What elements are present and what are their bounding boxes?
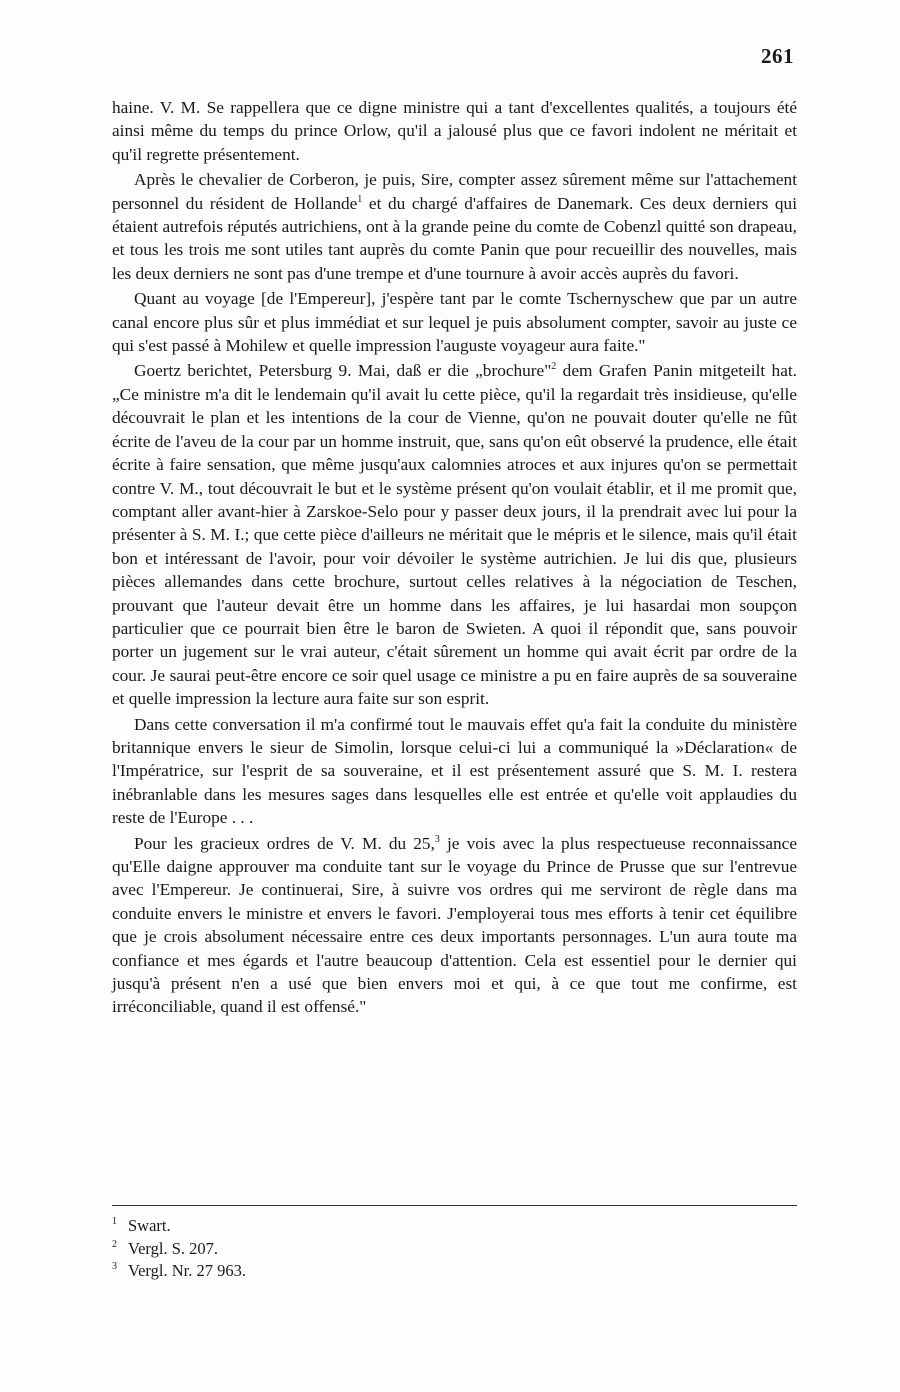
paragraph-text: Goertz berichtet, Petersburg 9. Mai, daß er die „brochure" [134,361,552,381]
footnote-divider [112,1205,797,1206]
paragraph-text: Quant au voyage [de l'Empereur], j'espère tant par le comte Tschernyschew que par un autre canal encore plus sûr et plus immédiat et sur lequel je puis absolument compter, savoir au juste ce qui s'est passé à Mohilew et quelle impression l'auguste voyageur aura faite." [112,289,797,356]
footnote: 3 Vergl. Nr. 27 963. [112,1261,246,1280]
paragraph-text: dem Grafen Panin mitgeteilt hat. „Ce ministre m'a dit le lendemain qu'il avait lu cette pièce, qu'il la regardait très insidieuse, qu'elle découvrait le plan et les intentions de la cour de Vienne, qu'on ne pouvait douter qu'elle ne fût écrite de l'aveu de la cour par un homme instruit, que, sans qu'on eût observé la prudence, elle était écrite à faire sensation, que même jusqu'aux calomnies atroces et aux injures qu'on se permettait contre V. M., tout découvrait le but et le système présent qu'on voulait établir, et il me promit que, comptant aller avant-hier à Zarskoe-Selo pour y passer deux jours, il la prendrait avec lui pour la présenter à S. M. I.; que cette pièce d'ailleurs ne méritait que le mépris et le silence, mais qu'il était bon et intéressant de l'avoir, pour voir dévoiler le système autrichien. Je lui dis que, plusieurs pièces allemandes dans cette brochure, surtout celles relatives à la négociation de Teschen, prouvant que l'auteur devait être un homme dans les affaires, je lui hasardai mon soupçon particulier que ce pourrait bien être le baron de Swieten. A quoi il répondit que, sans pouvoir porter un jugement sur le vrai auteur, c'était sûrement un homme qui avait écrit par ordre de la cour. Je saurai peut-être encore ce soir quel usage ce ministre a pu en faire auprès de sa souveraine et quelle impression la lecture aura faite sur son esprit. [112,361,797,709]
footnotes [112,1215,512,1283]
footnote: 2 Vergl. S. 207. [112,1238,218,1258]
paragraph-text: haine. V. M. Se rappellera que ce digne ministre qui a tant d'excellentes qualités, a toujours été ainsi même du temps du prince Orlow, qu'il a jalousé plus que ce favori indolent ne méritait et qu'il regrette présentement. [112,98,797,164]
paragraph [112,359,797,710]
footnote-reference: 3 [434,833,440,845]
footnote-reference: 1 [357,193,363,205]
paragraph-text: Pour les gracieux ordres de V. M. du 25, [134,833,435,853]
paragraph [112,96,797,166]
paragraph-text: Dans cette conversation il m'a confirmé tout le mauvais effet qu'a fait la conduite du ministère britannique envers le sieur de Simolin, lorsque celui-ci lui a communiqué la »Déclaration« de l'Impératrice, sur l'esprit de sa souveraine, et il est présentement assuré que S. M. I. restera inébranlable dans les mesures sages dans lesquelles elle est entrée et qu'elle voit applaudies du reste de l'Europe . . . [112,714,797,828]
body-text [112,96,797,1019]
paragraph-text: Après le chevalier de Corberon, je puis, Sire, compter assez sûrement même sur l'attachement personnel du résident de Hollande [112,170,797,213]
footnote-text: Vergl. S. 207. [128,1238,218,1258]
paragraph [112,832,797,1019]
footnote-reference: 2 [551,361,557,373]
paragraph [112,168,797,285]
footnote-text: Swart. [128,1216,171,1235]
paragraph-text: et du chargé d'affaires de Danemark. Ces deux derniers qui étaient autrefois réputés autrichiens, ont à la grande peine du comte de Cobenzl quitté son drapeau, et tous les trois me sont utiles tant auprès du comte Panin que pour recueillir des nouvelles, mais les deux derniers ne sont pas d'une trempe et d'une tournure à avoir accès auprès du favori. [112,193,797,283]
page-number: 261 [761,44,794,68]
footnote-text: Vergl. Nr. 27 963. [128,1261,246,1280]
paragraph-text: je vois avec la plus respectueuse reconnaissance qu'Elle daigne approuver ma conduite tant sur le voyage du Prince de Prusse que sur l'entrevue avec l'Empereur. Je continuerai, Sire, à suivre vos ordres qui me serviront de règle dans ma conduite envers le ministre et envers le favori. J'employerai tous mes efforts à tenir cet équilibre que je crois absolument nécessaire entre ces deux importants personnages. L'un aura toute ma confiance et mes égards et l'autre beaucoup d'attention. Cela est essentiel pour le dernier qui jusqu'à présent n'en a usé que bien envers moi et qui, à ce que tout me confirme, est irréconciliable, quand il est offensé." [112,833,797,1017]
paragraph [112,287,797,357]
paragraph [112,713,797,830]
footnote: 1 Swart. [112,1216,171,1235]
